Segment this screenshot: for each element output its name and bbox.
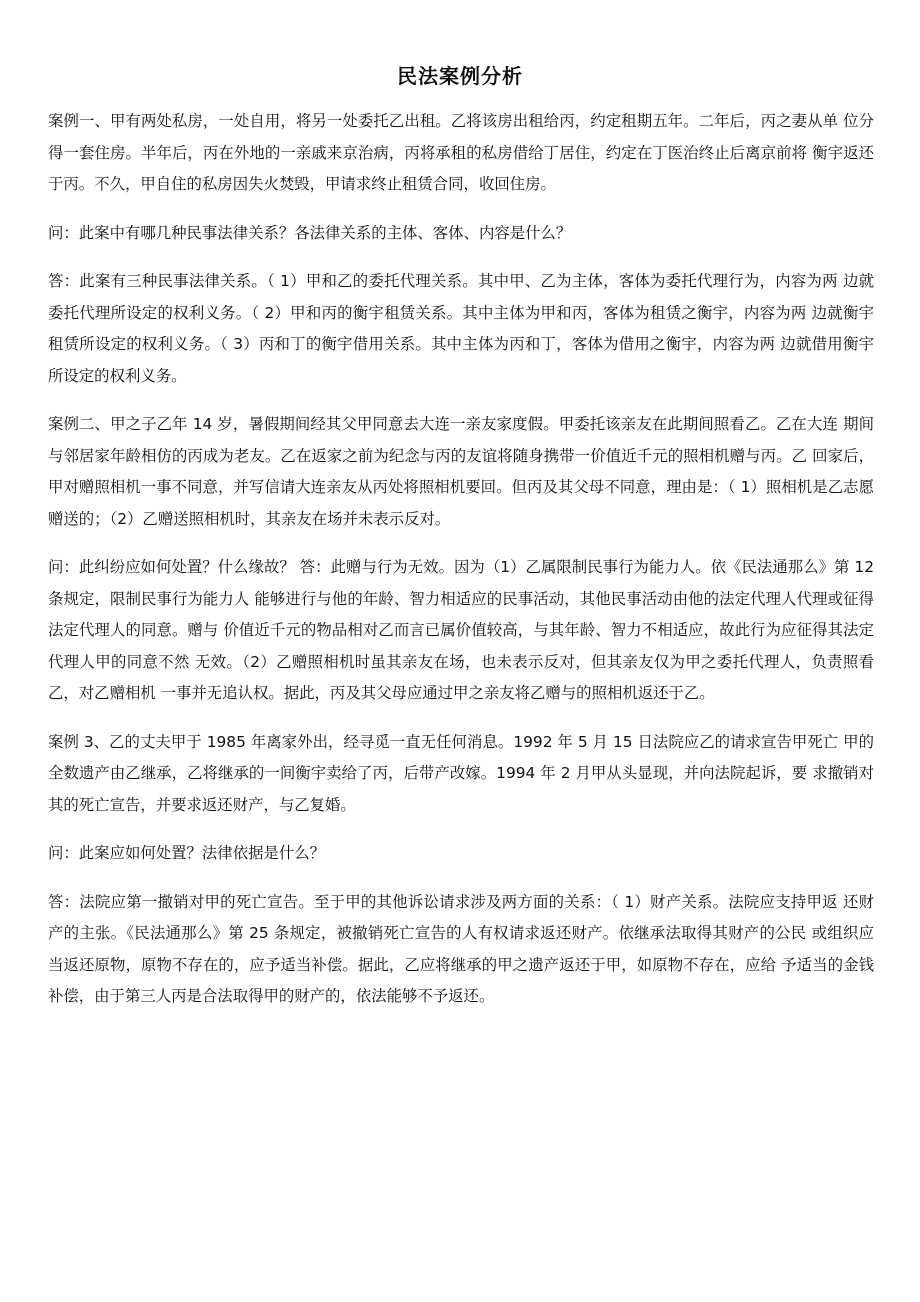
- case-three-facts: 案例 3、乙的丈夫甲于 1985 年离家外出，经寻觅一直无任何消息。1992 年 5 月 15 日法院应乙的请求宣告甲死亡 甲的全数遗产由乙继承，乙将继承的一间衡宇卖给了丙，后带产改嫁。1994 年 2 月甲从头显现，并向法院起诉，要 求撤销对其的死亡宣告，并要求返还财产，与乙复婚。: [48, 732, 874, 814]
- case-three-question: 问：此案应如何处置？法律依据是什么？: [48, 844, 326, 862]
- document-title: 民法案例分析: [397, 64, 523, 88]
- document-body: [48, 106, 874, 1030]
- case-one-facts: 案例一、甲有两处私房，一处自用，将另一处委托乙出租。乙将该房出租给丙，约定租期五年。二年后，丙之妻从单 位分得一套住房。半年后，丙在外地的一亲戚来京治病，丙将承租的私房借给丁居住，约定在丁医治终止后离京前将 衡宇返还于丙。不久，甲自住的私房因失火焚毁，甲请求终止租赁合同，收回住房。: [48, 112, 874, 193]
- case-one-question: 问：此案中有哪几种民事法律关系？各法律关系的主体、客体、内容是什么？: [48, 223, 572, 242]
- case-one-answer: 答：此案有三种民事法律关系。（ 1）甲和乙的委托代理关系。其中甲、乙为主体，客体为委托代理行为，内容为两 边就委托代理所设定的权利义务。（ 2）甲和丙的衡宇租赁关系。其中主体为甲和丙，客体为租赁之衡宇，内容为两 边就衡宇租赁所设定的权利义务。（ 3）丙和丁的衡宇借用关系。其中主体为丙和丁，客体为借用之衡宇，内容为两 边就借用衡宇所设定的权利义务。: [48, 272, 874, 385]
- case-two-question-answer: 问：此纠纷应如何处置？什么缘故？ 答：此赠与行为无效。因为（1）乙属限制民事行为能力人。依《民法通那么》第 12 条规定，限制民事行为能力人 能够进行与他的年龄、智力相适应的民事活动，其他民事活动由他的法定代理人代理或征得法定代理人的同意。赠与 价值近千元的物品相对乙而言已属价值较高，与其年龄、智力不相适应，故此行为应征得其法定代理人甲的同意不然 无效。（2）乙赠照相机时虽其亲友在场，也未表示反对，但其亲友仅为甲之委托代理人，负责照看乙，对乙赠相机 一事并无追认权。据此，丙及其父母应通过甲之亲友将乙赠与的照相机返还于乙。: [48, 558, 874, 702]
- case-three-answer: 答：法院应第一撤销对甲的死亡宣告。至于甲的其他诉讼请求涉及两方面的关系：（ 1）财产关系。法院应支持甲返 还财产的主张。《民法通那么》第 25 条规定，被撤销死亡宣告的人有权请求返还财产。依继承法取得其财产的公民 或组织应当返还原物，原物不存在的，应予适当补偿。据此，乙应将继承的甲之遗产返还于甲，如原物不存在，应给 予适当的金钱补偿，由于第三人丙是合法取得甲的财产的，依法能够不予返还。: [48, 892, 874, 1005]
- case-two-facts: 案例二、甲之子乙年 14 岁，暑假期间经其父甲同意去大连一亲友家度假。甲委托该亲友在此期间照看乙。乙在大连 期间与邻居家年龄相仿的丙成为老友。乙在返家之前为纪念与丙的友谊将随身携带一价值近千元的照相机赠与丙。乙 回家后，甲对赠照相机一事不同意，并写信请大连亲友从丙处将照相机要回。但丙及其父母不同意，理由是：（ 1）照相机是乙志愿赠送的；（2）乙赠送照相机时，其亲友在场并未表示反对。: [48, 415, 874, 528]
